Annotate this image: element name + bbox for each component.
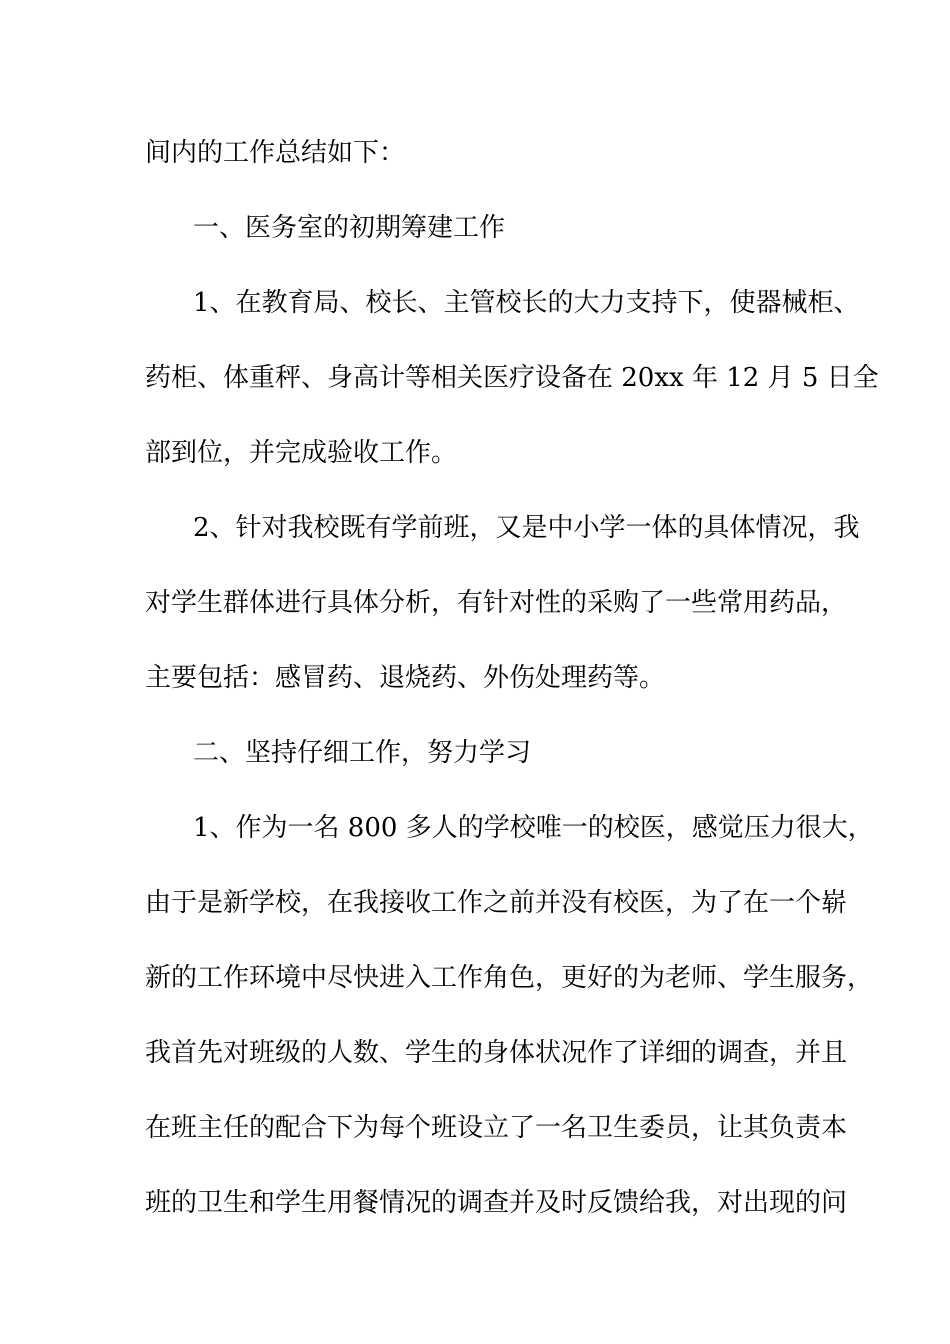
section-heading: 一、医务室的初期筹建工作	[193, 213, 506, 243]
text-line: 新的工作环境中尽快进入工作角色，更好的为老师、学生服务，	[145, 963, 874, 993]
text-line: 我首先对班级的人数、学生的身体状况作了详细的调查，并且	[145, 1038, 848, 1068]
text-line: 2、针对我校既有学前班，又是中小学一体的具体情况，我	[193, 513, 860, 543]
text-line: 间内的工作总结如下：	[145, 138, 406, 168]
text-line: 对学生群体进行具体分析，有针对性的采购了一些常用药品，	[145, 588, 848, 618]
text-line: 部到位，并完成验收工作。	[145, 438, 458, 468]
section-heading: 二、坚持仔细工作，努力学习	[193, 738, 532, 768]
text-line: 班的卫生和学生用餐情况的调查并及时反馈给我，对出现的问	[145, 1188, 848, 1218]
text-line: 由于是新学校，在我接收工作之前并没有校医，为了在一个崭	[145, 888, 848, 918]
text-line: 1、作为一名 800 多人的学校唯一的校医，感觉压力很大，	[193, 813, 874, 843]
text-line: 主要包括：感冒药、退烧药、外伤处理药等。	[145, 663, 666, 693]
text-line: 在班主任的配合下为每个班设立了一名卫生委员，让其负责本	[145, 1113, 848, 1143]
text-line: 1、在教育局、校长、主管校长的大力支持下，使器械柜、	[193, 288, 860, 318]
text-line: 药柜、体重秤、身高计等相关医疗设备在 20xx 年 12 月 5 日全	[145, 363, 879, 393]
